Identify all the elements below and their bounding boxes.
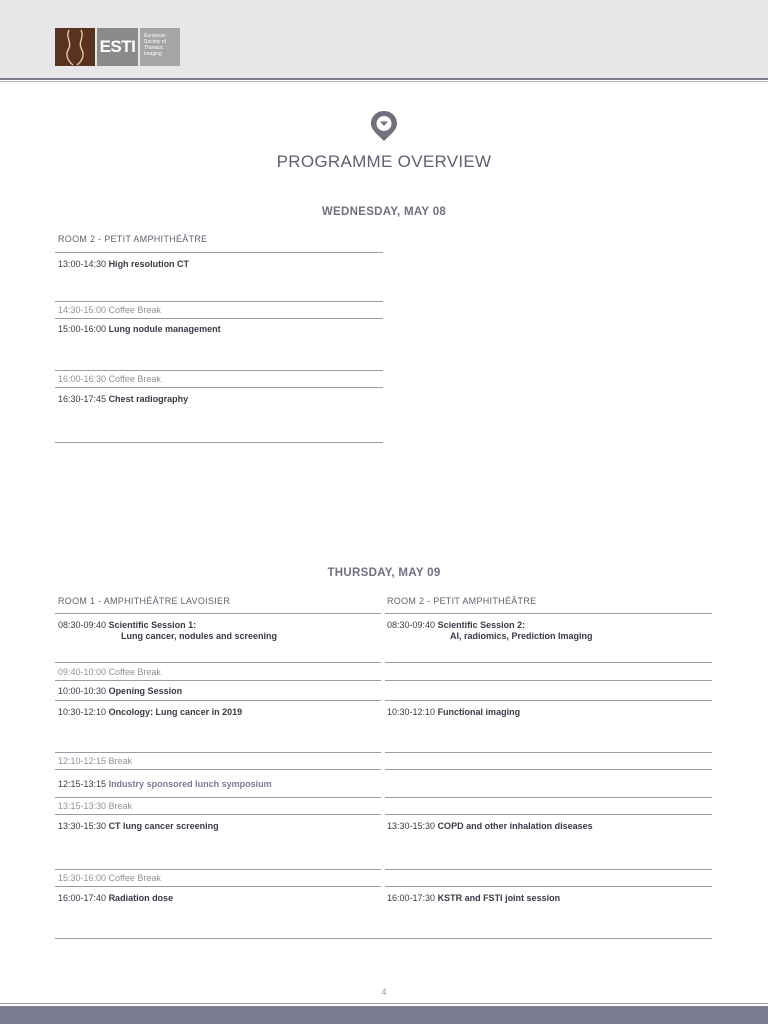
break-row: 14:30-15:00 Coffee Break [58,305,161,315]
break-row: 13:15-13:30 Break [58,801,133,811]
session-row: 13:30-15:30 COPD and other inhalation diseases [387,821,593,831]
session-row: 13:30-15:30 CT lung cancer screening [58,821,219,831]
divider [55,662,381,663]
day-heading-thursday: THURSDAY, MAY 09 [327,567,441,579]
esti-logo[interactable] [55,28,180,66]
divider [55,387,383,388]
day-heading-wednesday: WEDNESDAY, MAY 08 [321,206,447,218]
footer-rule [0,1003,768,1004]
session-row: 13:00-14:30 High resolution CT [58,259,190,269]
logo-wordmark: ESTI [97,28,138,66]
session-row: 15:00-16:00 Lung nodule management [58,324,221,334]
divider [385,700,712,701]
divider [55,613,381,614]
divider [55,370,383,371]
location-pin-icon [370,110,398,142]
footer-band [0,1006,768,1024]
divider [385,814,712,815]
session-row: 16:00-17:40 Radiation dose [58,893,174,903]
page-number: 4 [381,987,387,997]
torso-icon [55,28,95,66]
divider [385,680,712,681]
break-row: 15:30-16:00 Coffee Break [58,873,161,883]
header-rule-thin [0,81,768,82]
divider [385,662,712,663]
divider [55,442,383,443]
divider [55,869,381,870]
divider [55,938,712,939]
divider [55,814,381,815]
divider [385,613,712,614]
divider [55,252,383,253]
break-row: 12:10-12:15 Break [58,756,133,766]
divider [385,797,712,798]
divider [55,700,381,701]
divider [385,769,712,770]
divider [55,769,381,770]
session-row: 10:30-12:10 Functional imaging [387,707,521,717]
session-row: 16:00-17:30 KSTR and FSTI joint session [387,893,561,903]
divider [385,886,712,887]
room-label-thu-room1: ROOM 1 - AMPHITHÉÂTRE LAVOISIER [58,596,231,606]
divider [385,869,712,870]
divider [55,301,383,302]
session-row: 08:30-09:40 Scientific Session 2: AI, radiomics, Prediction Imaging [387,620,593,641]
session-row: 10:30-12:10 Oncology: Lung cancer in 2019 [58,707,243,717]
divider [55,886,381,887]
session-row: 10:00-10:30 Opening Session [58,686,183,696]
divider [55,797,381,798]
divider [55,318,383,319]
divider [55,680,381,681]
session-row: 12:15-13:15 Industry sponsored lunch symposium [58,779,272,789]
room-label-wed-room2: ROOM 2 - PETIT AMPHITHÉÂTRE [58,234,208,244]
page-title: PROGRAMME OVERVIEW [276,152,492,171]
divider [385,752,712,753]
session-row: 08:30-09:40 Scientific Session 1: Lung cancer, nodules and screening [58,620,278,641]
session-row: 16:30-17:45 Chest radiography [58,394,189,404]
logo-subtitle: European Society of Thoracic Imaging [140,28,180,66]
header-rule [0,78,768,80]
divider [55,752,381,753]
break-row: 09:40-10:00 Coffee Break [58,667,161,677]
break-row: 16:00-16:30 Coffee Break [58,374,161,384]
room-label-thu-room2: ROOM 2 - PETIT AMPHITHÉÂTRE [387,596,537,606]
